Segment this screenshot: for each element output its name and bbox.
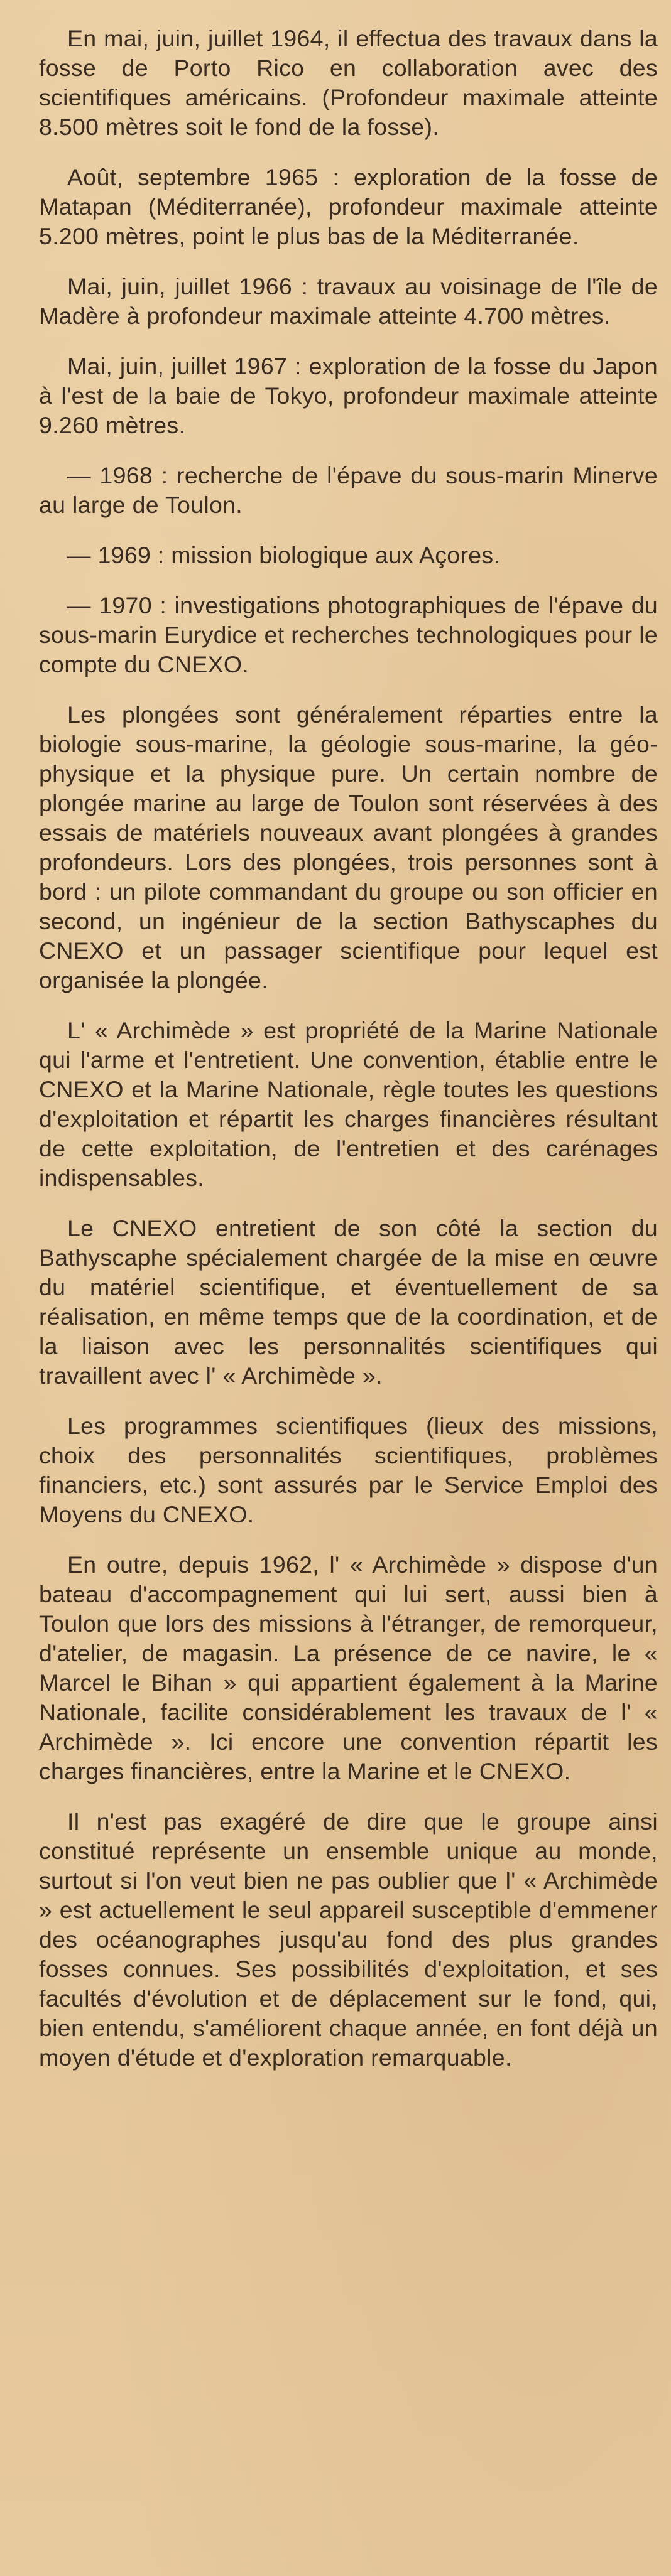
paragraph-1968-minerve: — 1968 : recherche de l'épave du sous-marin Minerve au large de Toulon. — [39, 462, 658, 518]
paragraph-1969-acores: — 1969 : mission biologique aux Açores. — [67, 542, 501, 568]
paragraph-cnexo-section: Le CNEXO entretient de son côté la section du Bathyscaphe spécialement chargée de la mise en œuvre du matériel scientifique, et éventuellement de sa réalisation, en même temps que de la coordination, et de la liaison avec les personnalités scientifiques qui travaillent avec l' « Archimède ». — [39, 1215, 658, 1389]
paragraph-bateau-accompagnement: En outre, depuis 1962, l' « Archimède » dispose d'un bateau d'accompagnement qui lui sert, aussi bien à Toulon que lors des missions à l'étranger, de remorqueur, d'atelier, de magasin. La présence de ce navire, le « Marcel le Bihan » qui appartient également à la Marine Nationale, facilite considérablement les travaux de l' « Archimède ». Ici encore une convention répartit les charges financières, entre la Marine et le CNEXO. — [39, 1551, 658, 1784]
article-column — [39, 24, 658, 2072]
paragraph-1967-japon: Mai, juin, juillet 1967 : exploration de la fosse du Japon à l'est de la baie de Tokyo, profondeur maximale atteinte 9.260 mètres. — [39, 353, 658, 438]
paragraph-conclusion: Il n'est pas exagéré de dire que le groupe ainsi constitué représente un ensemble unique au monde, surtout si l'on veut bien ne pas oublier que l' « Archimède » est actuellement le seul appareil susceptible d'emmener des océanographes jusqu'au fond des plus grandes fosses connues. Ses possibilités d'exploitation, et ses facultés d'évolution et de déplacement sur le fond, qui, bien entendu, s'améliorent chaque année, en font déjà un moyen d'étude et d'exploration remarquable. — [39, 1808, 658, 2071]
paragraph-1970-eurydice: — 1970 : investigations photographiques de l'épave du sous-marin Eurydice et recherches technologiques pour le compte du CNEXO. — [39, 592, 658, 677]
paragraph-plongees: Les plongées sont généralement réparties entre la biologie sous-marine, la géologie sous-marine, la géo-physique et la physique pure. Un certain nombre de plongée marine au large de Toulon sont réservées à des essais de matériels nouveaux avant plongées à grandes profondeurs. Lors des plongées, trois personnes sont à bord : un pilote commandant du groupe ou son officier en second, un ingénieur de la section Bathyscaphes du CNEXO et un passager scientifique pour lequel est organisée la plongée. — [39, 701, 658, 993]
paragraph-programmes: Les programmes scientifiques (lieux des missions, choix des personnalités scientifiques, problèmes financiers, etc.) sont assurés par le Service Emploi des Moyens du CNEXO. — [39, 1413, 658, 1528]
paragraph-propriete-marine: L' « Archimède » est propriété de la Marine Nationale qui l'arme et l'entretient. Une convention, établie entre le CNEXO et la Marine Nationale, règle toutes les questions d'exploitation et répartit les charges financières résultant de cette exploitation, de l'entretien et des carénages indispensables. — [39, 1017, 658, 1191]
paragraph-1965-matapan: Août, septembre 1965 : exploration de la fosse de Matapan (Méditerranée), profondeur maximale atteinte 5.200 mètres, point le plus bas de la Méditerranée. — [39, 164, 658, 249]
paragraph-1964-porto-rico: En mai, juin, juillet 1964, il effectua des travaux dans la fosse de Porto Rico en collaboration avec des scientifiques américains. (Profondeur maximale atteinte 8.500 mètres soit le fond de la fosse). — [39, 25, 658, 140]
paragraph-1966-madere: Mai, juin, juillet 1966 : travaux au voisinage de l'île de Madère à profondeur maximale atteinte 4.700 mètres. — [39, 273, 658, 329]
